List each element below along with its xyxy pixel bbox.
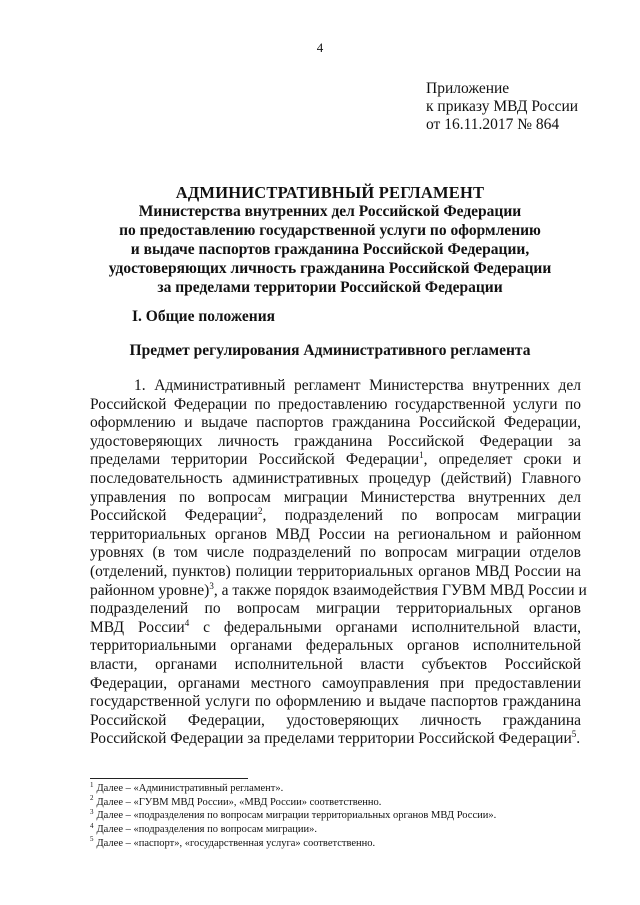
paragraph-line: уровнях (в том числе подразделений по вопросам миграции отделов	[90, 544, 581, 562]
paragraph-line: Российской Федерации$^2$, подразделений по вопросам миграции	[90, 506, 581, 525]
footnote-ref: 4	[184, 617, 190, 628]
footnote-ref: 1	[419, 450, 424, 461]
paragraph-line: власти, органами исполнительной власти субъектов Российской	[90, 655, 581, 673]
title-line: удостоверяющих личность гражданина Российской Федерации	[108, 260, 552, 277]
document-title	[60, 183, 600, 297]
footnote-ref: 5	[571, 729, 577, 740]
paragraph-line: управления по вопросам миграции Министерства внутренних дел	[90, 488, 581, 506]
paragraph-1	[90, 377, 587, 749]
paragraph-line: 1. Административный регламент Министерства внутренних дел	[134, 377, 581, 394]
section-heading: I. Общие положения	[132, 308, 276, 325]
title-line: по предоставлению государственной услуги по оформлению	[119, 222, 541, 239]
title-line: за пределами территории Российской Федерации	[157, 279, 503, 296]
paragraph-line: пределами территории Российской Федерации$^1$, определяет сроки и	[90, 450, 581, 469]
paragraph-line: Федерации, органами местного самоуправления при предоставлении	[90, 674, 581, 692]
page-number: 4	[316, 40, 324, 55]
footnote: $^4$ Далее – «подразделения по вопросам миграции».	[90, 821, 318, 836]
footnote: $^1$ Далее – «Административный регламент».	[90, 780, 284, 794]
paragraph-line: государственной услуги по оформлению и выдаче паспортов гражданина	[90, 693, 581, 711]
appendix-line: Приложение	[426, 80, 510, 97]
paragraph-line: Российской Федерации за пределами территории Российской Федерации$^5$.	[90, 729, 581, 748]
paragraph-line: Российской Федерации, удостоверяющих личность гражданина	[90, 711, 581, 729]
paragraph-line: подразделений по вопросам миграции территориальных органов	[90, 600, 581, 618]
paragraph-line: (отделений, пунктов) полиции территориальных органов МВД России на	[90, 562, 581, 580]
footnote: $^5$ Далее – «паспорт», «государственная услуга» соответственно.	[90, 835, 376, 849]
paragraph-line: МВД России$^4$ с федеральными органами исполнительной власти,	[90, 617, 582, 636]
footnote-ref: 3	[209, 580, 214, 591]
appendix-line: от 16.11.2017 № 864	[426, 116, 560, 133]
title-line: Министерства внутренних дел Российской Федерации	[138, 203, 522, 220]
appendix-line: к приказу МВД России	[426, 98, 579, 115]
appendix-block	[426, 80, 578, 134]
paragraph-line: районном уровне)$^3$, а также порядок взаимодействия ГУВМ МВД России и	[90, 580, 587, 599]
paragraph-line: последовательность административных процедур (действий) Главного	[90, 469, 581, 487]
footnote-divider	[90, 778, 248, 779]
title-main: АДМИНИСТРАТИВНЫЙ РЕГЛАМЕНТ	[175, 183, 485, 202]
paragraph-line: территориальными органами федеральных органов исполнительной	[90, 637, 581, 655]
paragraph-line: оформлению и выдаче паспортов гражданина Российской Федерации,	[90, 414, 581, 432]
footnote: $^2$ Далее – «ГУВМ МВД России», «МВД России» соответственно.	[90, 794, 382, 808]
footnote-ref: 2	[257, 506, 263, 516]
paragraph-line: Российской Федерации по предоставлению государственной услуги по	[90, 395, 581, 413]
subsection-heading: Предмет регулирования Административного регламента	[129, 342, 531, 359]
footnotes	[90, 782, 590, 851]
paragraph-line: удостоверяющих личность гражданина Российской Федерации за	[90, 432, 581, 450]
footnote: $^3$ Далее – «подразделения по вопросам миграции территориальных органов МВД России».	[90, 807, 497, 822]
title-line: и выдаче паспортов гражданина Российской Федерации,	[130, 241, 530, 258]
paragraph-line: территориальных органов МВД России на региональном и районном	[90, 525, 581, 543]
